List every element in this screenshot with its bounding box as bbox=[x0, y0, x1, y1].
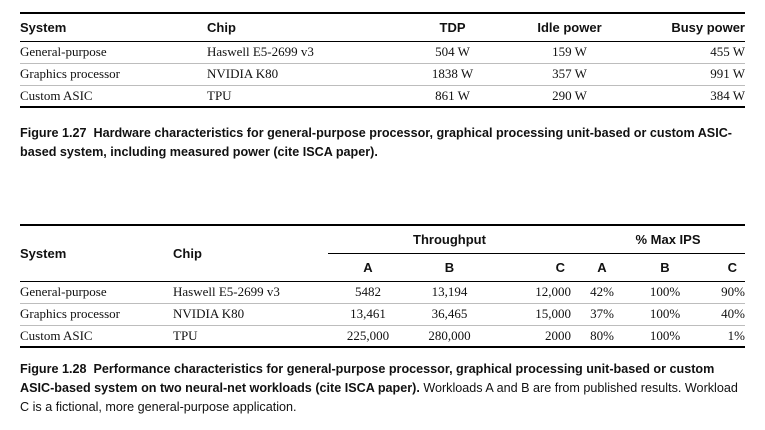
header-row bbox=[20, 13, 745, 41]
cell-chip: Haswell E5-2699 v3 bbox=[207, 41, 394, 63]
cell-ips-c: 1% bbox=[697, 325, 745, 347]
cell-chip: TPU bbox=[173, 325, 328, 347]
header-throughput-a: A bbox=[328, 253, 408, 281]
cell-ips-a: 42% bbox=[571, 281, 633, 303]
header-throughput-b: B bbox=[408, 253, 491, 281]
cell-throughput-a: 5482 bbox=[328, 281, 408, 303]
cell-chip: NVIDIA K80 bbox=[173, 303, 328, 325]
header-chip: Chip bbox=[173, 225, 328, 281]
cell-ips-b: 100% bbox=[633, 303, 697, 325]
cell-system: Custom ASIC bbox=[20, 325, 173, 347]
cell-throughput-a: 225,000 bbox=[328, 325, 408, 347]
caption-label: Figure 1.27 bbox=[20, 126, 87, 140]
cell-throughput-c: 15,000 bbox=[491, 303, 571, 325]
cell-chip: TPU bbox=[207, 85, 394, 107]
cell-ips-b: 100% bbox=[633, 325, 697, 347]
header-idle-power: Idle power bbox=[511, 13, 628, 41]
header-ips-c: C bbox=[697, 253, 745, 281]
table-row bbox=[20, 41, 745, 63]
cell-idle-power: 290 W bbox=[511, 85, 628, 107]
caption-bold-text: Performance characteristics for general-purpose processor, graphical processing unit-based or custom ASIC-based system on two neural-net workloads (cite ISCA paper). bbox=[20, 362, 715, 395]
cell-chip: NVIDIA K80 bbox=[207, 63, 394, 85]
cell-system: Graphics processor bbox=[20, 303, 173, 325]
cell-ips-c: 40% bbox=[697, 303, 745, 325]
cell-ips-a: 80% bbox=[571, 325, 633, 347]
header-busy-power: Busy power bbox=[628, 13, 745, 41]
cell-chip: Haswell E5-2699 v3 bbox=[173, 281, 328, 303]
header-ips-b: B bbox=[633, 253, 697, 281]
cell-tdp: 861 W bbox=[394, 85, 511, 107]
cell-throughput-b: 280,000 bbox=[408, 325, 491, 347]
hardware-table bbox=[20, 12, 745, 108]
cell-system: Graphics processor bbox=[20, 63, 207, 85]
cell-throughput-c: 12,000 bbox=[491, 281, 571, 303]
caption-label: Figure 1.28 bbox=[20, 362, 87, 376]
cell-idle-power: 357 W bbox=[511, 63, 628, 85]
performance-table bbox=[20, 224, 745, 348]
cell-ips-b: 100% bbox=[633, 281, 697, 303]
cell-busy-power: 384 W bbox=[628, 85, 745, 107]
cell-throughput-c: 2000 bbox=[491, 325, 571, 347]
cell-system: General-purpose bbox=[20, 281, 173, 303]
header-system: System bbox=[20, 13, 207, 41]
cell-system: Custom ASIC bbox=[20, 85, 207, 107]
cell-throughput-b: 36,465 bbox=[408, 303, 491, 325]
header-throughput-c: C bbox=[491, 253, 571, 281]
cell-idle-power: 159 W bbox=[511, 41, 628, 63]
cell-tdp: 504 W bbox=[394, 41, 511, 63]
cell-system: General-purpose bbox=[20, 41, 207, 63]
cell-ips-a: 37% bbox=[571, 303, 633, 325]
figure-caption-1-28 bbox=[20, 360, 745, 417]
cell-throughput-b: 13,194 bbox=[408, 281, 491, 303]
header-group-row bbox=[20, 225, 745, 253]
header-max-ips: % Max IPS bbox=[571, 225, 745, 253]
cell-busy-power: 455 W bbox=[628, 41, 745, 63]
table-row bbox=[20, 281, 745, 303]
table-row bbox=[20, 325, 745, 347]
cell-busy-power: 991 W bbox=[628, 63, 745, 85]
caption-plain-text: Workloads A and B are from published results. Workload C is a fictional, more general-purpose application. bbox=[20, 381, 738, 414]
header-tdp: TDP bbox=[394, 13, 511, 41]
cell-throughput-a: 13,461 bbox=[328, 303, 408, 325]
table-row bbox=[20, 85, 745, 107]
header-throughput: Throughput bbox=[328, 225, 571, 253]
caption-text: Hardware characteristics for general-purpose processor, graphical processing unit-based or custom ASIC-based system, including measured power (cite ISCA paper). bbox=[20, 126, 732, 159]
header-ips-a: A bbox=[571, 253, 633, 281]
table-row bbox=[20, 63, 745, 85]
cell-tdp: 1838 W bbox=[394, 63, 511, 85]
figure-caption-1-27 bbox=[20, 124, 745, 162]
header-system: System bbox=[20, 225, 173, 281]
table-row bbox=[20, 303, 745, 325]
header-chip: Chip bbox=[207, 13, 394, 41]
cell-ips-c: 90% bbox=[697, 281, 745, 303]
